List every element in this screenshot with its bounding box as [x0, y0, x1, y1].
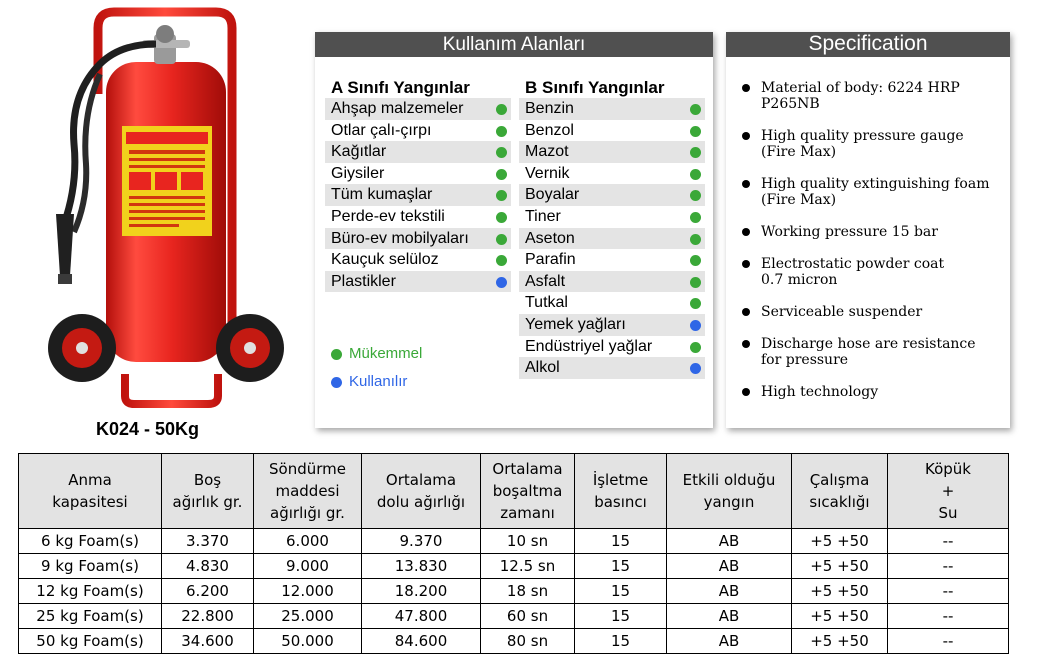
rating-legend [331, 344, 422, 400]
class-b-item-label: Benzin [525, 100, 574, 117]
class-b-item [519, 357, 705, 379]
class-b-item-label: Endüstriyel yağlar [525, 337, 653, 355]
green-dot-icon [690, 255, 701, 266]
table-row [19, 629, 1009, 654]
green-dot-icon [496, 104, 507, 115]
class-b-item [519, 206, 705, 228]
table-cell: 12.000 [254, 579, 362, 604]
table-cell: 12.5 sn [481, 554, 575, 579]
column-header [888, 454, 1009, 529]
column-header-text: basıncı [594, 493, 647, 511]
spec-item-text: (Fire Max) [761, 144, 837, 160]
table-cell: 15 [575, 554, 667, 579]
column-header [667, 454, 792, 529]
table-cell: 9 kg Foam(s) [19, 554, 162, 579]
class-b-item [519, 98, 705, 120]
column-header [162, 454, 254, 529]
table-cell: +5 +50 [792, 604, 888, 629]
class-b-item [519, 120, 705, 142]
spec-item [742, 256, 1004, 288]
spec-item-text: Working pressure 15 bar [761, 224, 938, 240]
blue-dot-icon [690, 320, 701, 331]
class-a-item [325, 271, 511, 293]
class-a-item-label: Kağıtlar [331, 143, 387, 161]
spec-item [742, 304, 1004, 320]
green-dot-icon [496, 190, 507, 201]
table-cell: 3.370 [162, 529, 254, 554]
class-b-item-label: Asfalt [525, 272, 566, 290]
green-dot-icon [496, 147, 507, 158]
class-b-item-label: Tutkal [525, 294, 568, 312]
class-a-list [325, 98, 511, 292]
table-cell: -- [888, 629, 1009, 654]
column-header-text: Ortalama [492, 460, 563, 478]
spec-item-text: Material of body: 6224 HRP [761, 80, 960, 96]
bullet-icon [742, 388, 750, 396]
table-cell: 25.000 [254, 604, 362, 629]
class-b-item-label: Mazot [525, 143, 569, 161]
table-row [19, 554, 1009, 579]
column-header-text: Su [938, 504, 958, 522]
spec-item-text: for pressure [761, 352, 849, 368]
green-dot-icon [690, 104, 701, 115]
column-header-text: ağırlığı gr. [270, 504, 345, 522]
class-a-item-label: Ahşap malzemeler [331, 100, 464, 117]
class-a-item [325, 249, 511, 271]
green-dot-icon [690, 190, 701, 201]
green-dot-icon [690, 169, 701, 180]
table-cell: +5 +50 [792, 579, 888, 604]
column-header-text: Köpük [925, 460, 971, 478]
class-b-item [519, 228, 705, 250]
spec-item [742, 176, 1004, 208]
spec-item-text: Serviceable suspender [761, 304, 923, 320]
table-cell: -- [888, 579, 1009, 604]
column-header-text: Boş [193, 471, 222, 489]
green-dot-icon [690, 298, 701, 309]
spec-item [742, 80, 1004, 112]
table-cell: 9.000 [254, 554, 362, 579]
column-header-text: sıcaklığı [809, 493, 870, 511]
green-dot-icon [690, 147, 701, 158]
specification-list [742, 80, 1004, 416]
table-cell: +5 +50 [792, 529, 888, 554]
blue-dot-icon [496, 277, 507, 288]
bullet-icon [742, 84, 750, 92]
table-row [19, 529, 1009, 554]
column-header-text: Ortalama [385, 471, 457, 489]
table-cell: 22.800 [162, 604, 254, 629]
table-cell: 15 [575, 579, 667, 604]
table-cell: 60 sn [481, 604, 575, 629]
blue-dot-icon [331, 377, 342, 388]
class-a-item-label: Giysiler [331, 164, 385, 182]
column-header-text: boşaltma [492, 482, 563, 500]
class-b-item-label: Boyalar [525, 186, 580, 204]
legend-usable-label: Kullanılır [349, 373, 408, 390]
table-row [19, 579, 1009, 604]
table-header-row [19, 454, 1009, 529]
table-cell: 15 [575, 604, 667, 629]
table-cell: 6.200 [162, 579, 254, 604]
green-dot-icon [690, 342, 701, 353]
table-cell: 10 sn [481, 529, 575, 554]
bullet-icon [742, 180, 750, 188]
class-b-item [519, 184, 705, 206]
table-cell: 12 kg Foam(s) [19, 579, 162, 604]
class-a-item [325, 228, 511, 250]
class-a-item-label: Perde-ev tekstili [331, 207, 445, 225]
class-b-item-label: Alkol [525, 359, 560, 377]
class-a-item-label: Otlar çalı-çırpı [331, 121, 432, 139]
bullet-icon [742, 340, 750, 348]
green-dot-icon [690, 234, 701, 245]
table-cell: +5 +50 [792, 629, 888, 654]
table-cell: AB [667, 629, 792, 654]
spec-item-text: High quality extinguishing foam [761, 176, 990, 192]
column-header-text: Etkili olduğu [682, 471, 776, 489]
table-cell: 15 [575, 629, 667, 654]
table-cell: 6.000 [254, 529, 362, 554]
column-header-text: İşletme [592, 471, 649, 489]
capacity-data-table [18, 453, 1009, 654]
table-cell: -- [888, 529, 1009, 554]
table-cell: 18.200 [362, 579, 481, 604]
table-cell: AB [667, 529, 792, 554]
column-header [792, 454, 888, 529]
class-b-item [519, 141, 705, 163]
usage-areas-panel [315, 32, 713, 428]
class-b-fires-column [519, 77, 705, 379]
class-a-item [325, 141, 511, 163]
table-cell: 47.800 [362, 604, 481, 629]
class-a-item-label: Tüm kumaşlar [331, 186, 433, 204]
class-a-fires-column [325, 77, 511, 292]
class-a-title: A Sınıfı Yangınlar [331, 78, 470, 97]
green-dot-icon [496, 234, 507, 245]
column-header-text: + [941, 482, 955, 500]
class-b-item-label: Parafin [525, 251, 576, 269]
column-header [19, 454, 162, 529]
green-dot-icon [496, 212, 507, 223]
spec-item-text: High technology [761, 384, 879, 400]
class-a-item [325, 120, 511, 142]
class-b-item-label: Vernik [525, 164, 570, 182]
spec-item-text: Electrostatic powder coat [761, 256, 945, 272]
table-cell: -- [888, 604, 1009, 629]
usage-areas-header: Kullanım Alanları [315, 32, 713, 57]
legend-usable [331, 372, 422, 400]
green-dot-icon [496, 126, 507, 137]
legend-excellent [331, 344, 422, 372]
class-a-item [325, 98, 511, 120]
legend-excellent-label: Mükemmel [349, 345, 423, 362]
spec-item-text: High quality pressure gauge [761, 128, 964, 144]
table-cell: 50.000 [254, 629, 362, 654]
green-dot-icon [496, 169, 507, 180]
table-cell: -- [888, 554, 1009, 579]
column-header-text: Çalışma [809, 471, 870, 489]
class-b-list [519, 98, 705, 379]
spec-item-text: 0.7 micron [761, 272, 838, 288]
table-cell: 6 kg Foam(s) [19, 529, 162, 554]
fire-extinguisher-trolley-illustration [30, 4, 290, 414]
bullet-icon [742, 132, 750, 140]
spec-item-text: Discharge hose are resistance [761, 336, 976, 352]
column-header [481, 454, 575, 529]
class-b-item-label: Yemek yağları [525, 315, 626, 333]
table-cell: 13.830 [362, 554, 481, 579]
green-dot-icon [496, 255, 507, 266]
column-header-text: dolu ağırlığı [376, 493, 466, 511]
green-dot-icon [690, 277, 701, 288]
class-b-item [519, 336, 705, 358]
table-cell: 18 sn [481, 579, 575, 604]
table-cell: AB [667, 604, 792, 629]
specification-panel [726, 32, 1010, 428]
table-cell: 15 [575, 529, 667, 554]
class-a-item [325, 184, 511, 206]
spec-item [742, 336, 1004, 368]
bullet-icon [742, 308, 750, 316]
class-b-item [519, 249, 705, 271]
green-dot-icon [331, 349, 342, 360]
class-a-item [325, 206, 511, 228]
column-header-text: yangın [703, 493, 755, 511]
product-name: K024 - 50Kg [96, 419, 200, 439]
green-dot-icon [690, 126, 701, 137]
spec-item [742, 384, 1004, 400]
blue-dot-icon [690, 363, 701, 374]
column-header-text: Söndürme [269, 460, 346, 478]
column-header-text: zamanı [500, 504, 555, 522]
specification-header: Specification [726, 32, 1010, 57]
bullet-icon [742, 260, 750, 268]
spec-item [742, 128, 1004, 160]
class-a-item-label: Plastikler [331, 272, 396, 290]
table-cell: AB [667, 579, 792, 604]
column-header [254, 454, 362, 529]
table-cell: AB [667, 554, 792, 579]
table-cell: 34.600 [162, 629, 254, 654]
table-body [19, 529, 1009, 654]
class-b-title: B Sınıfı Yangınlar [525, 78, 665, 97]
class-b-item-label: Benzol [525, 121, 574, 139]
spec-item-text: (Fire Max) [761, 192, 837, 208]
class-a-item [325, 163, 511, 185]
table-cell: 9.370 [362, 529, 481, 554]
spec-item [742, 224, 1004, 240]
table-cell: 84.600 [362, 629, 481, 654]
green-dot-icon [690, 212, 701, 223]
table-cell: 25 kg Foam(s) [19, 604, 162, 629]
class-b-item [519, 292, 705, 314]
class-a-item-label: Kauçuk selüloz [331, 251, 439, 269]
class-b-item [519, 314, 705, 336]
table-row [19, 604, 1009, 629]
table-cell: +5 +50 [792, 554, 888, 579]
class-b-item [519, 271, 705, 293]
column-header [575, 454, 667, 529]
column-header-text: ağırlık gr. [172, 493, 243, 511]
product-image [30, 4, 290, 414]
column-header [362, 454, 481, 529]
class-a-item-label: Büro-ev mobilyaları [331, 229, 469, 247]
class-b-item [519, 163, 705, 185]
table-cell: 4.830 [162, 554, 254, 579]
class-b-item-label: Aseton [525, 229, 575, 247]
bullet-icon [742, 228, 750, 236]
column-header-text: maddesi [275, 482, 340, 500]
class-b-item-label: Tiner [525, 207, 561, 225]
column-header-text: Anma [68, 471, 112, 489]
table-cell: 50 kg Foam(s) [19, 629, 162, 654]
spec-item-text: P265NB [761, 96, 820, 112]
column-header-text: kapasitesi [52, 493, 128, 511]
table-cell: 80 sn [481, 629, 575, 654]
